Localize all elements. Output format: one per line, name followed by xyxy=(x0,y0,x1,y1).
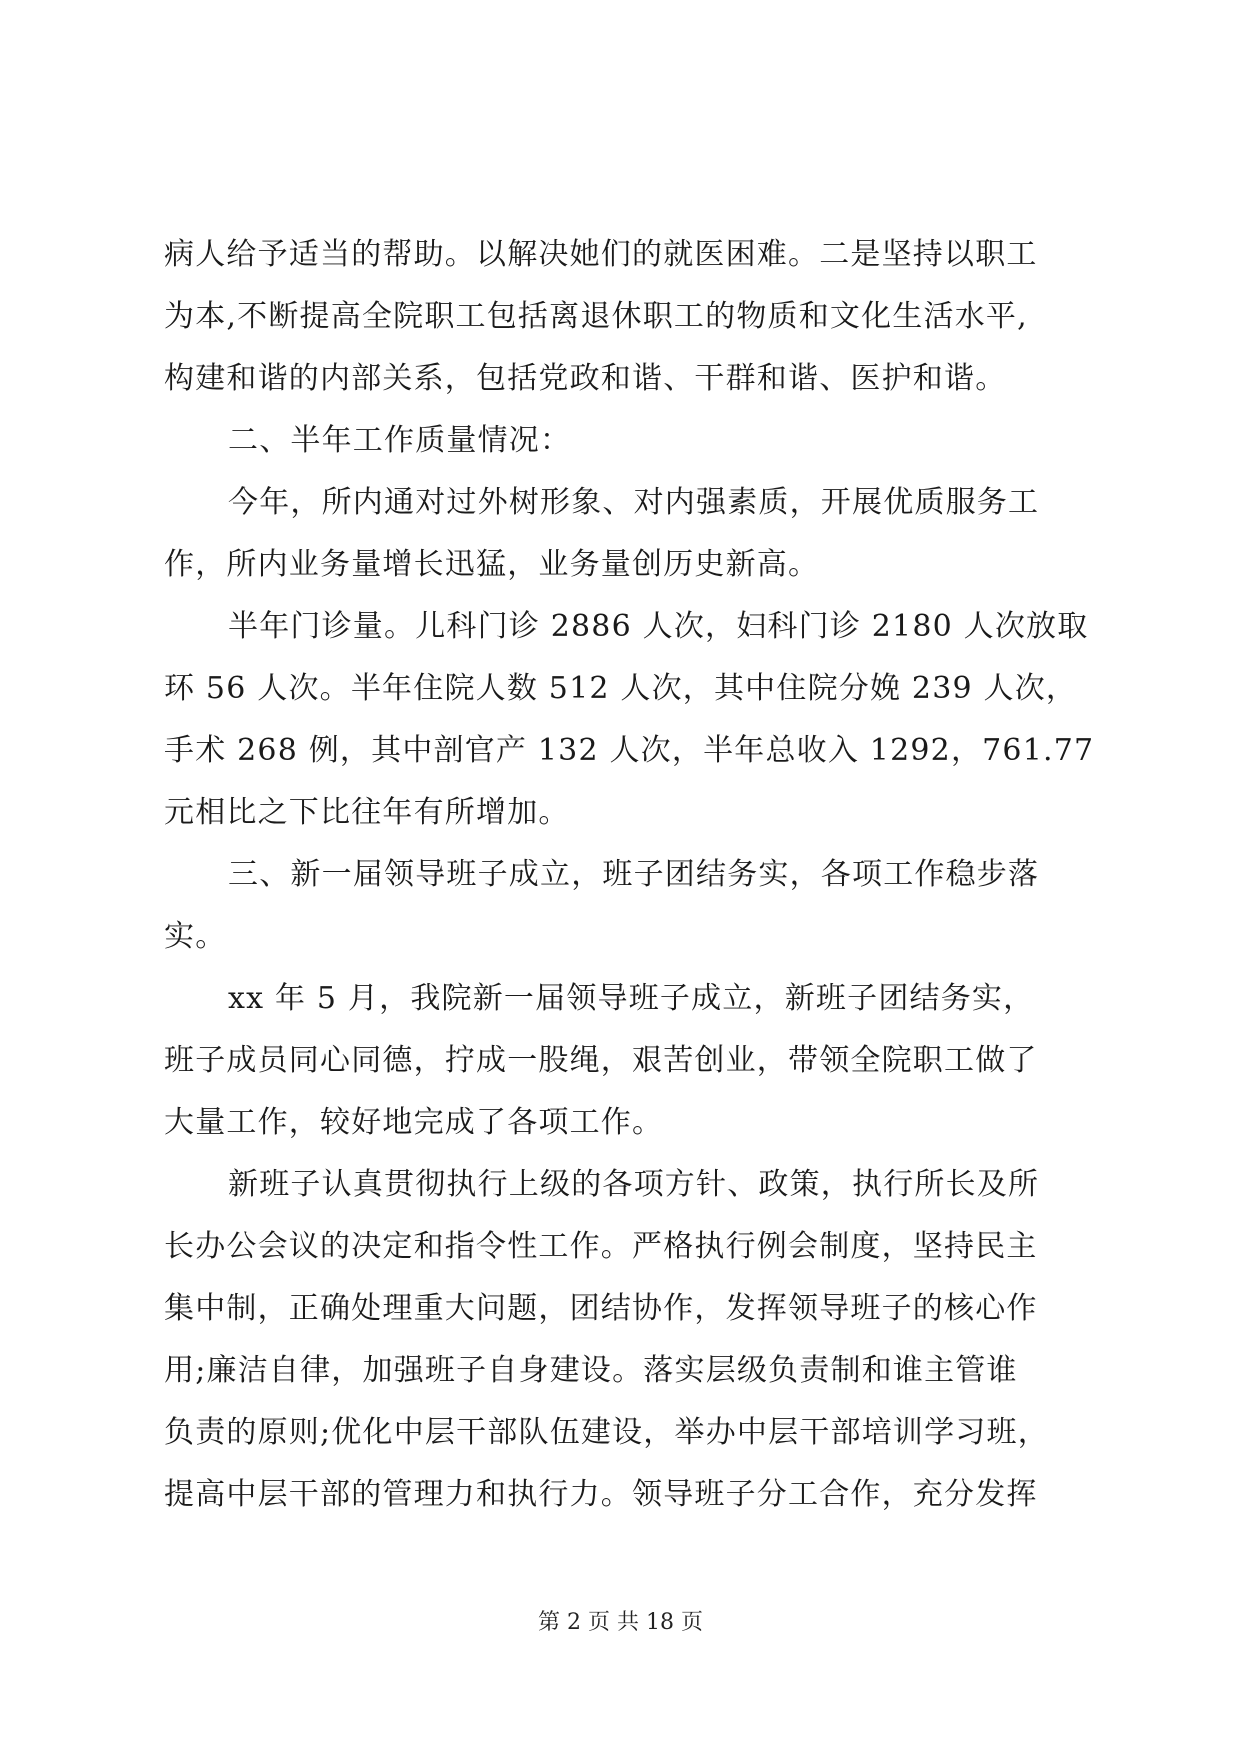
body-line: 大量工作，较好地完成了各项工作。 xyxy=(164,1105,664,1140)
page-number-footer: 第 2 页 共 18 页 xyxy=(538,1610,703,1635)
body-line: xx 年 5 月，我院新一届领导班子成立，新班子团结务实， xyxy=(228,981,1035,1016)
body-line: 班子成员同心同德，拧成一股绳，艰苦创业，带领全院职工做了 xyxy=(164,1043,1038,1078)
body-line: 构建和谐的内部关系，包括党政和谐、干群和谐、医护和谐。 xyxy=(164,361,1007,396)
body-line: 为本,不断提高全院职工包括离退休职工的物质和文化生活水平, xyxy=(164,299,1028,334)
body-line: 作，所内业务量增长迅猛，业务量创历史新高。 xyxy=(164,547,820,582)
section-heading-continuation: 实。 xyxy=(164,919,227,954)
body-line: 手术 268 例，其中剖官产 132 人次，半年总收入 1292，761.77 xyxy=(164,733,1095,768)
body-line: 今年，所内通对过外树形象、对内强素质，开展优质服务工 xyxy=(228,485,1040,520)
body-line: 元相比之下比往年有所增加。 xyxy=(164,795,570,830)
body-line: 半年门诊量。儿科门诊 2886 人次，妇科门诊 2180 人次放取 xyxy=(228,609,1089,644)
section-heading: 二、半年工作质量情况： xyxy=(228,423,572,458)
body-line: 集中制，正确处理重大问题，团结协作，发挥领导班子的核心作 xyxy=(164,1291,1038,1326)
body-line: 长办公会议的决定和指令性工作。严格执行例会制度，坚持民主 xyxy=(164,1229,1038,1264)
body-line: 负责的原则;优化中层干部队伍建设，举办中层干部培训学习班， xyxy=(164,1415,1049,1450)
body-line: 环 56 人次。半年住院人数 512 人次，其中住院分娩 239 人次， xyxy=(164,671,1078,706)
body-line: 新班子认真贯彻执行上级的各项方针、政策，执行所长及所 xyxy=(228,1167,1040,1202)
section-heading: 三、新一届领导班子成立，班子团结务实，各项工作稳步落 xyxy=(228,857,1040,892)
body-line: 病人给予适当的帮助。以解决她们的就医困难。二是坚持以职工 xyxy=(164,237,1038,272)
body-line: 提高中层干部的管理力和执行力。领导班子分工合作，充分发挥 xyxy=(164,1477,1038,1512)
body-line: 用;廉洁自律，加强班子自身建设。落实层级负责制和谁主管谁 xyxy=(164,1353,1018,1388)
